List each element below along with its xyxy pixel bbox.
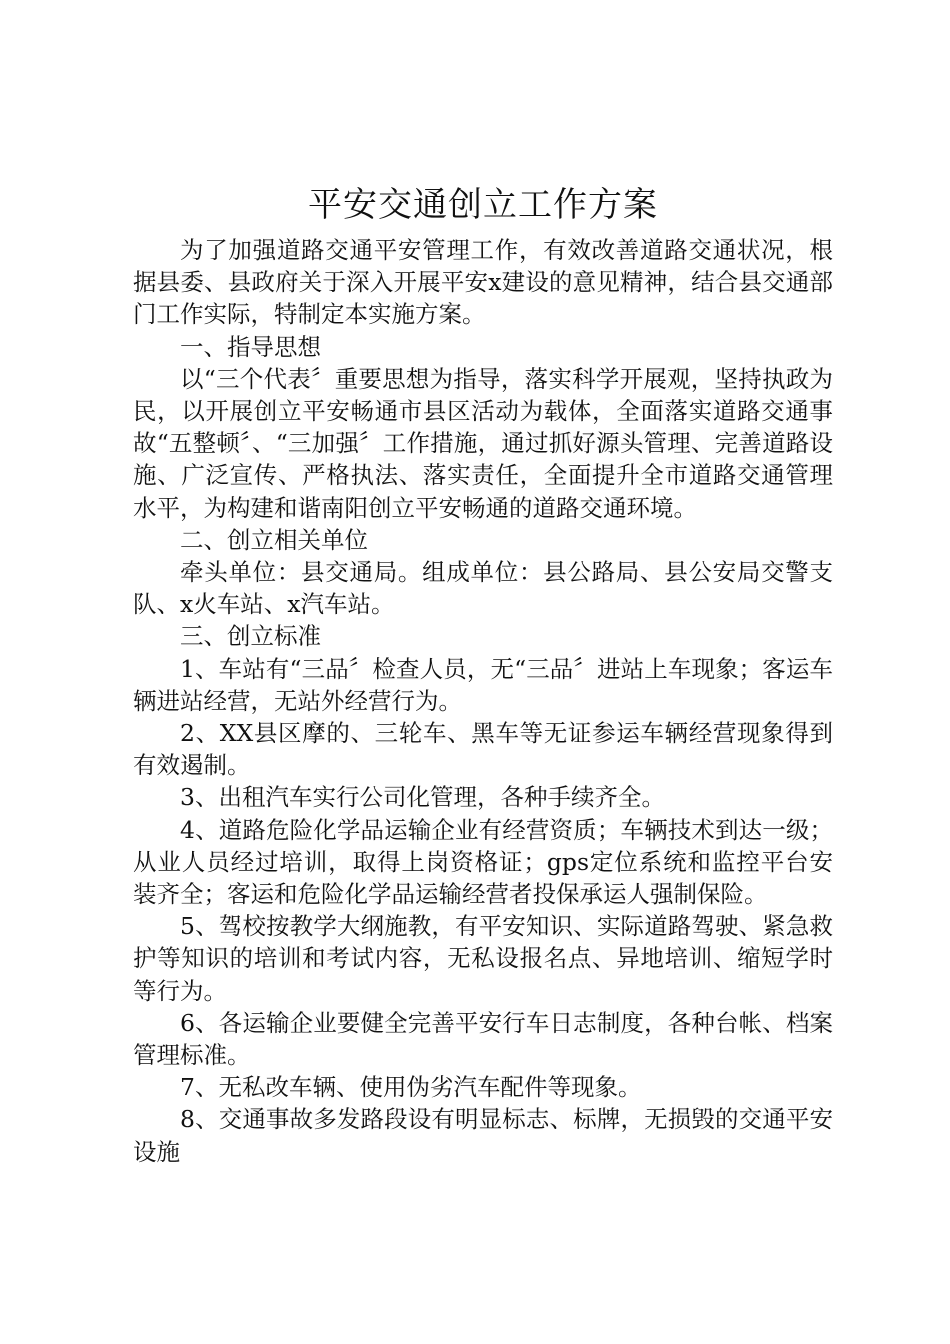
standard-item-7: 7、无私改车辆、使用伪劣汽车配件等现象。 [180, 1073, 642, 1102]
document-body [133, 180, 833, 1168]
heading-standards: 三、创立标准 [180, 622, 321, 651]
paragraph-guiding-ideology: 以“三个代表〞重要思想为指导，落实科学开展观，坚持执政为民，以开展创立平安畅通市县区活动为载体，全面落实道路交通事故“五整顿〞、“三加强〞工作措施，通过抓好源头管理、完善道路设施、广泛宣传、严格执法、落实责任，全面提升全市道路交通管理水平，为构建和谐南阳创立平安畅通的道路交通环境。 [133, 364, 833, 522]
standard-item-4: 4、道路危险化学品运输企业有经营资质；车辆技术到达一级；从业人员经过培训，取得上岗资格证；gps定位系统和监控平台安装齐全；客运和危险化学品运输经营者投保承运人强制保险。 [133, 815, 833, 909]
document-title: 平安交通创立工作方案 [308, 185, 658, 225]
standard-item-3: 3、出租汽车实行公司化管理，各种手续齐全。 [180, 783, 665, 812]
paragraph-intro: 为了加强道路交通平安管理工作，有效改善道路交通状况，根据县委、县政府关于深入开展平安x建设的意见精神，结合县交通部门工作实际，特制定本实施方案。 [133, 236, 833, 329]
standard-item-1: 1、车站有“三品〞检查人员，无“三品〞进站上车现象；客运车辆进站经营，无站外经营行为。 [133, 654, 833, 715]
heading-related-units: 二、创立相关单位 [180, 525, 368, 554]
standard-item-6: 6、各运输企业要健全完善平安行车日志制度，各种台帐、档案管理标准。 [133, 1008, 833, 1070]
paragraph-related-units: 牵头单位：县交通局。组成单位：县公路局、县公安局交警支队、x火车站、x汽车站。 [133, 558, 833, 619]
standard-item-5: 5、驾校按教学大纲施教，有平安知识、实际道路驾驶、紧急救护等知识的培训和考试内容，无私设报名点、异地培训、缩短学时等行为。 [133, 912, 833, 1005]
standard-item-8: 8、交通事故多发路段设有明显标志、标牌，无损毁的交通平安设施 [133, 1105, 833, 1166]
standard-item-2: 2、XX县区摩的、三轮车、黑车等无证参运车辆经营现象得到有效遏制。 [133, 719, 833, 780]
heading-guiding-ideology: 一、指导思想 [180, 332, 321, 361]
